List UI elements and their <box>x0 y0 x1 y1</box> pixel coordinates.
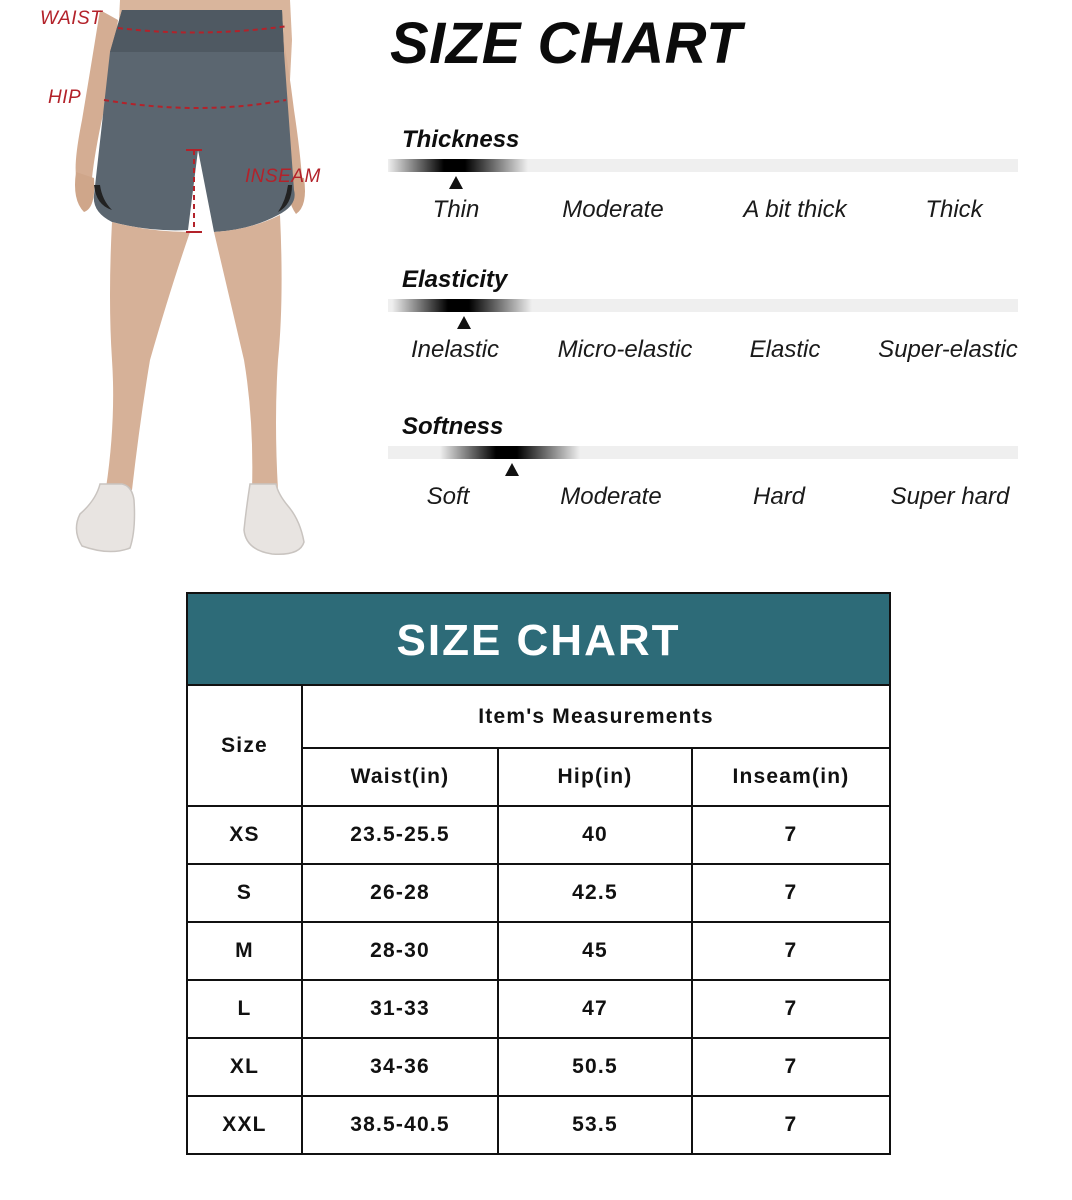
softness-option-super-hard: Super hard <box>890 483 1010 510</box>
hip-label: HIP <box>48 87 82 108</box>
size-cell: L <box>187 980 302 1038</box>
hip-cell: 53.5 <box>498 1096 692 1154</box>
hip-cell: 42.5 <box>498 864 692 922</box>
inseam-cell: 7 <box>692 980 890 1038</box>
table-row <box>187 864 890 922</box>
waist-cell: 23.5-25.5 <box>302 806 498 864</box>
elasticity-marker-icon <box>457 316 471 329</box>
model-illustration <box>0 0 340 565</box>
hip-cell: 50.5 <box>498 1038 692 1096</box>
waist-cell: 34-36 <box>302 1038 498 1096</box>
hip-cell: 47 <box>498 980 692 1038</box>
inseam-cell: 7 <box>692 1038 890 1096</box>
elasticity-gradient <box>392 299 532 312</box>
elasticity-option-super-elastic: Super-elastic <box>878 336 1018 363</box>
waist-label: WAIST <box>40 8 103 29</box>
waist-cell: 31-33 <box>302 980 498 1038</box>
elasticity-option-inelastic: Inelastic <box>410 336 500 363</box>
thickness-gradient <box>388 159 528 172</box>
waist-header: Waist(in) <box>302 748 498 806</box>
softness-title: Softness <box>402 413 504 440</box>
softness-gradient <box>440 446 580 459</box>
waist-cell: 28-30 <box>302 922 498 980</box>
size-cell: XXL <box>187 1096 302 1154</box>
inseam-cell: 7 <box>692 864 890 922</box>
size-cell: M <box>187 922 302 980</box>
hip-cell: 40 <box>498 806 692 864</box>
table-row <box>187 1038 890 1096</box>
inseam-header: Inseam(in) <box>692 748 890 806</box>
thickness-track <box>388 159 1018 172</box>
size-cell: XS <box>187 806 302 864</box>
thickness-option-moderate: Moderate <box>562 196 664 223</box>
size-cell: S <box>187 864 302 922</box>
inseam-cell: 7 <box>692 1096 890 1154</box>
thickness-scale <box>388 126 1018 246</box>
softness-scale <box>388 413 1018 533</box>
softness-option-moderate: Moderate <box>560 483 662 510</box>
waist-cell: 26-28 <box>302 864 498 922</box>
measurements-header: Item's Measurements <box>302 685 890 748</box>
hip-cell: 45 <box>498 922 692 980</box>
thickness-option-a-bit-thick: A bit thick <box>743 196 847 223</box>
elasticity-option-micro-elastic: Micro-elastic <box>557 336 693 363</box>
table-row <box>187 980 890 1038</box>
softness-option-hard: Hard <box>752 483 806 510</box>
inseam-cell: 7 <box>692 806 890 864</box>
size-cell: XL <box>187 1038 302 1096</box>
inseam-cell: 7 <box>692 922 890 980</box>
header-row-1 <box>187 685 890 748</box>
table-row <box>187 806 890 864</box>
shorts-model-image <box>0 0 340 565</box>
table-row <box>187 922 890 980</box>
table-title-row <box>187 593 890 685</box>
softness-option-soft: Soft <box>426 483 470 510</box>
elasticity-track <box>388 299 1018 312</box>
waist-cell: 38.5-40.5 <box>302 1096 498 1154</box>
thickness-option-thin: Thin <box>432 196 480 223</box>
table-title: SIZE CHART <box>187 593 890 685</box>
thickness-option-thick: Thick <box>925 196 983 223</box>
hip-header: Hip(in) <box>498 748 692 806</box>
size-chart-table <box>186 592 891 1155</box>
thickness-title: Thickness <box>402 126 520 153</box>
elasticity-title: Elasticity <box>402 266 508 293</box>
inseam-label: INSEAM <box>245 166 321 187</box>
page-title: SIZE CHART <box>390 11 742 76</box>
size-header: Size <box>187 685 302 806</box>
thickness-marker-icon <box>449 176 463 189</box>
softness-track <box>388 446 1018 459</box>
elasticity-scale <box>388 266 1018 386</box>
softness-marker-icon <box>505 463 519 476</box>
table-row <box>187 1096 890 1154</box>
elasticity-option-elastic: Elastic <box>749 336 821 363</box>
